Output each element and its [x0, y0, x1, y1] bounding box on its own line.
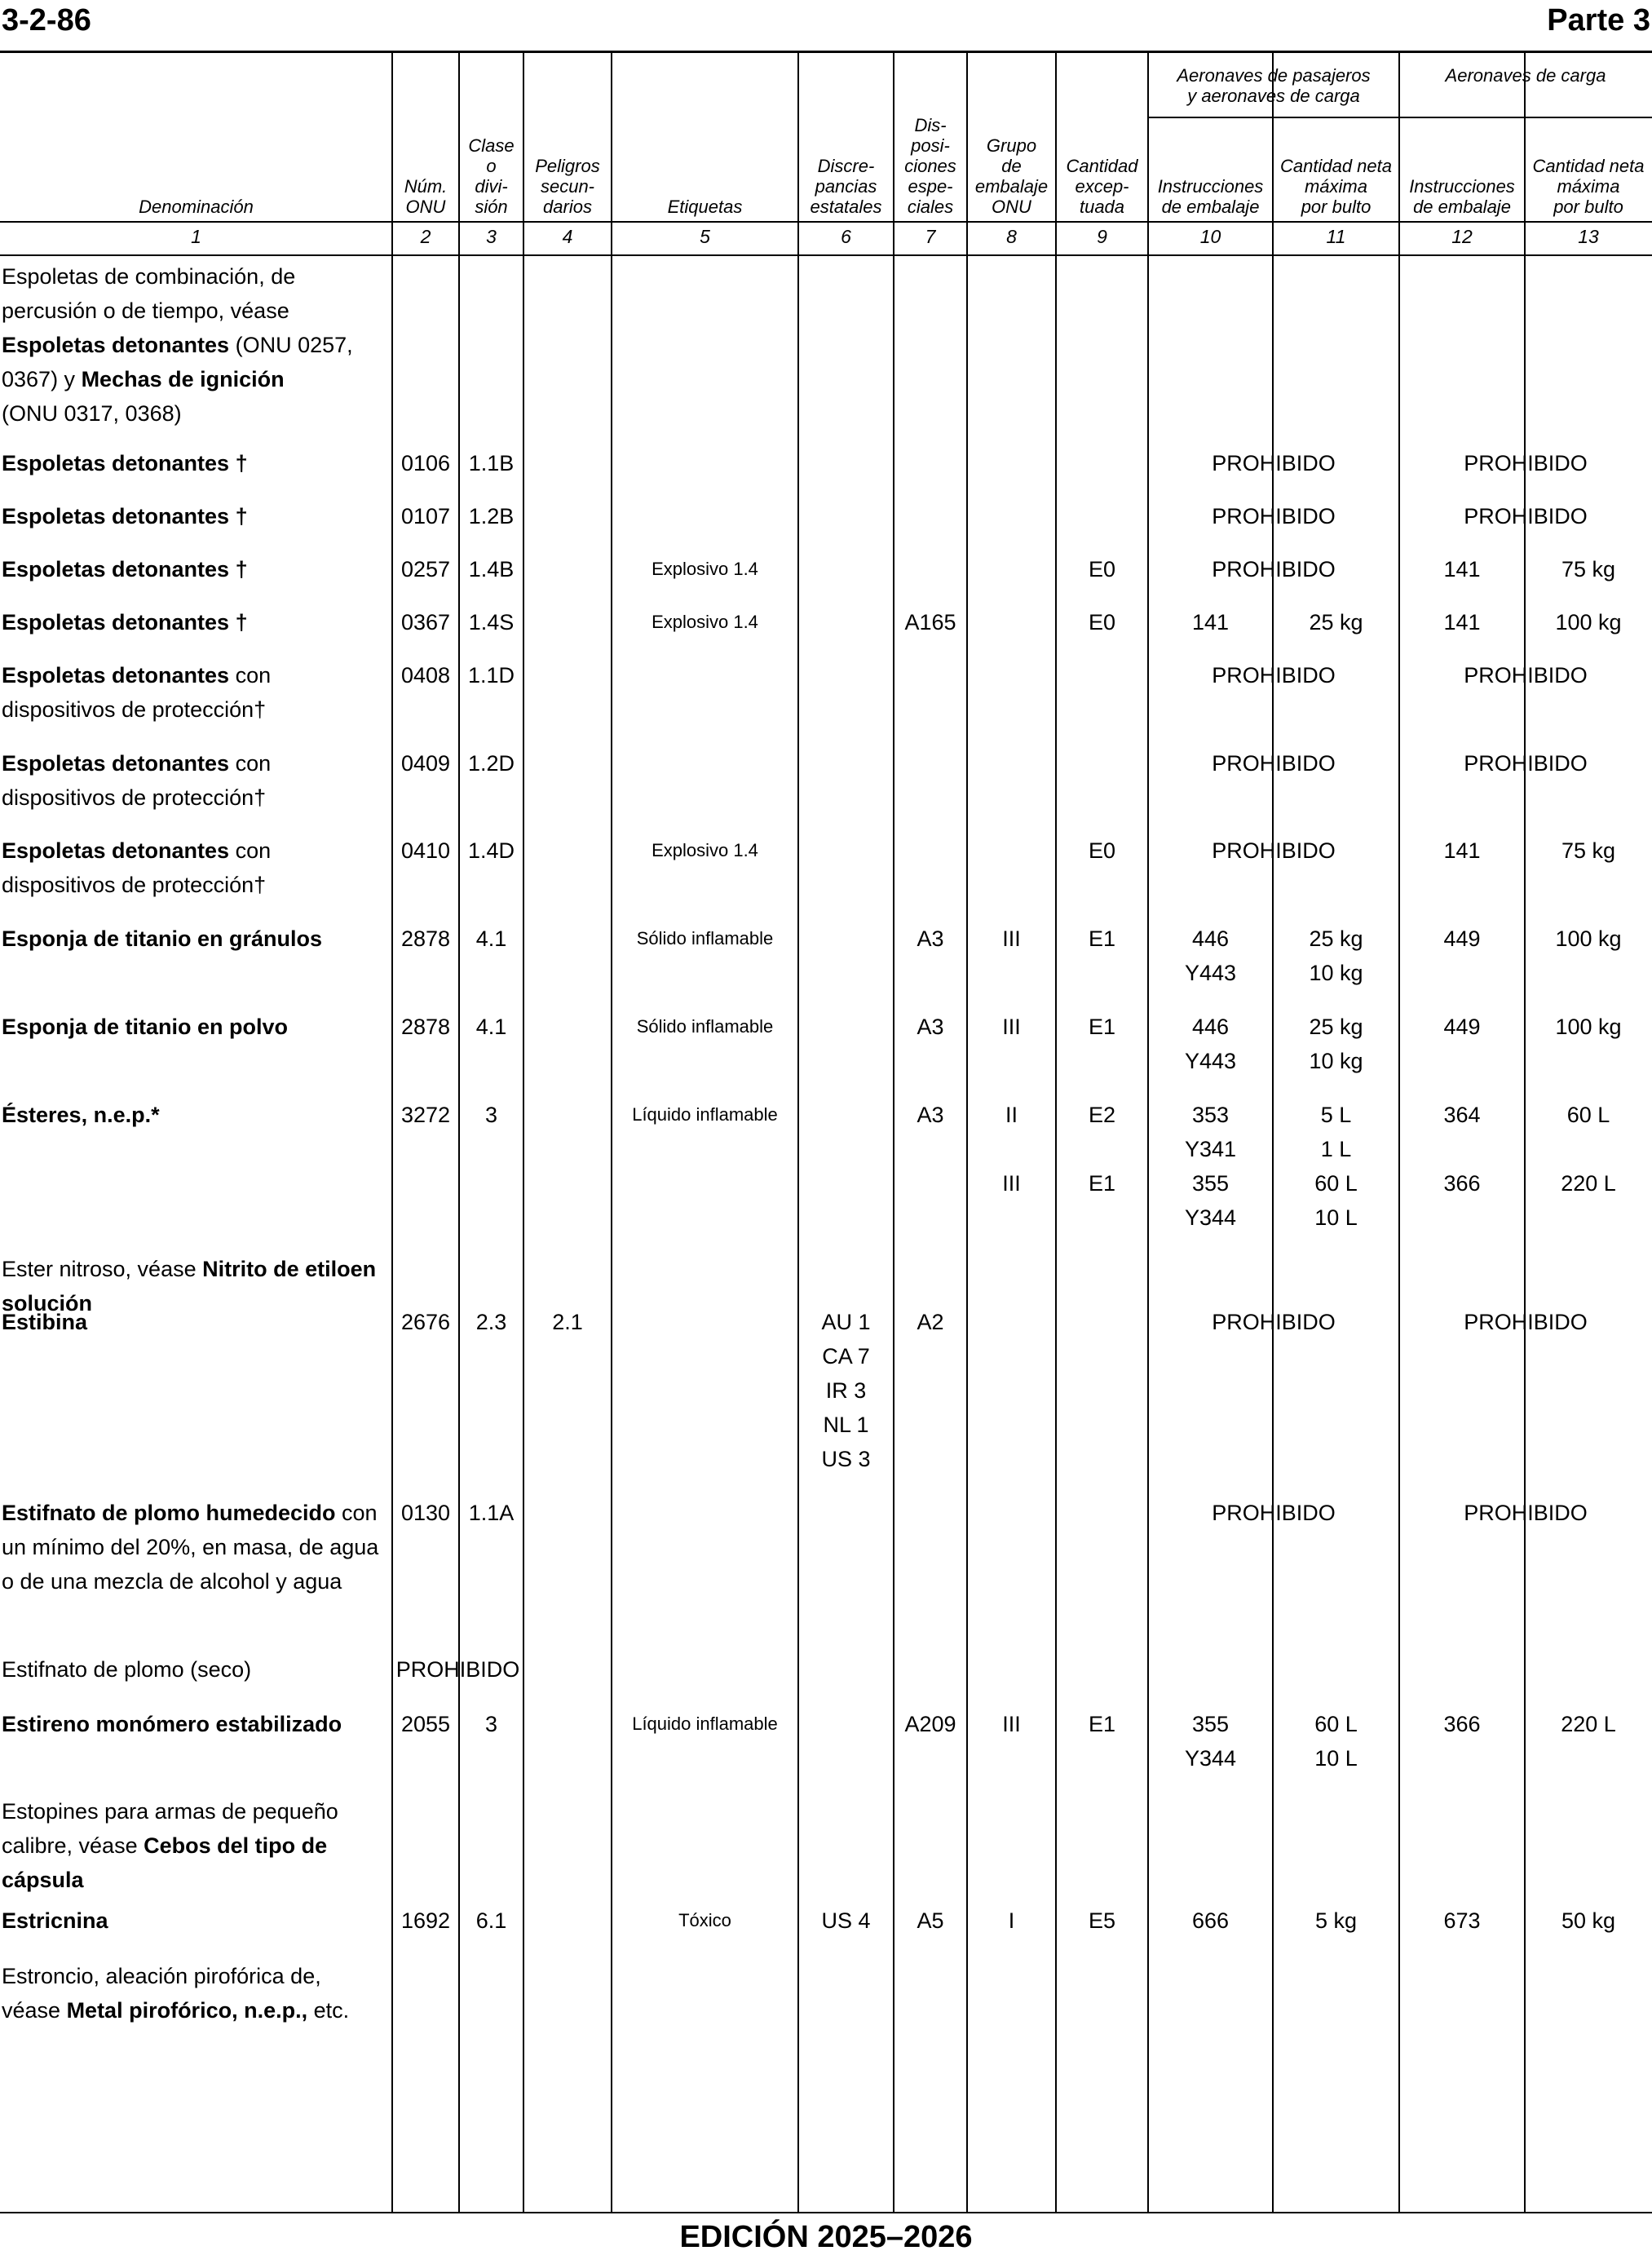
packing-group: III [1002, 1712, 1021, 1736]
passenger-packing-instruction: 446 [1191, 926, 1230, 951]
denomination-line: (ONU 0317, 0368) [2, 401, 182, 426]
cargo-packing-instruction: 364 [1443, 1103, 1481, 1127]
passenger-packing-instruction: Y443 [1184, 1049, 1237, 1073]
column-number-11: 11 [1326, 226, 1346, 247]
cargo-forbidden: PROHIBIDO [1464, 663, 1588, 688]
passenger-max-quantity: 5 L [1320, 1103, 1352, 1127]
column-divider [1055, 53, 1057, 2212]
column-number-8: 8 [1006, 226, 1017, 247]
passenger-forbidden: PROHIBIDO [1212, 1310, 1336, 1334]
passenger-packing-instruction: Y344 [1184, 1746, 1237, 1771]
denomination-line: Espoletas detonantes con [2, 751, 272, 776]
denomination-line: Ester nitroso, véase Nitrito de etiloen [2, 1257, 377, 1281]
special-provision: A2 [917, 1310, 944, 1334]
un-number: 0410 [400, 838, 451, 863]
denomination-line: Estifnato de plomo humedecido con [2, 1501, 378, 1525]
column-header-9: Cantidad excep- tuada [1066, 156, 1138, 217]
column-number-4: 4 [562, 226, 573, 247]
denomination-line: Espoletas detonantes † [2, 504, 248, 528]
un-number: 2055 [400, 1712, 451, 1736]
column-header-3: Clase o divi- sión [468, 135, 515, 217]
column-number-10: 10 [1199, 226, 1221, 247]
denomination-line: Estopines para armas de pequeño [2, 1799, 338, 1824]
excepted-quantity: E1 [1088, 1712, 1116, 1736]
subsidiary-hazard: 2.1 [552, 1310, 583, 1334]
class-division: 6.1 [475, 1908, 507, 1933]
un-number: 2878 [400, 926, 451, 951]
un-number: 0257 [400, 557, 451, 581]
passenger-forbidden: PROHIBIDO [1212, 557, 1336, 581]
excepted-quantity: E0 [1088, 838, 1116, 863]
passenger-forbidden: PROHIBIDO [1212, 451, 1336, 475]
passenger-forbidden: PROHIBIDO [1212, 1501, 1336, 1525]
hazard-label: Explosivo 1.4 [652, 840, 758, 860]
un-number: 0130 [400, 1501, 451, 1525]
hazard-label: Sólido inflamable [636, 1016, 774, 1037]
state-variation: US 4 [821, 1908, 871, 1933]
column-number-12: 12 [1451, 226, 1473, 247]
cargo-max-quantity: 75 kg [1561, 838, 1616, 863]
state-variation: NL 1 [823, 1413, 869, 1437]
special-provision: A3 [917, 926, 944, 951]
un-number: 0367 [400, 610, 451, 635]
column-number-5: 5 [700, 226, 710, 247]
hazard-label: Tóxico [678, 1910, 731, 1930]
hazard-label: Explosivo 1.4 [652, 559, 758, 579]
column-number-13: 13 [1578, 226, 1599, 247]
denomination-line: dispositivos de protección† [2, 785, 267, 810]
class-division: 3 [484, 1712, 498, 1736]
column-header-7: Dis- posi- ciones espe- ciales [904, 115, 956, 217]
state-variation: CA 7 [822, 1344, 870, 1369]
special-provision: A3 [917, 1103, 944, 1127]
denomination-line: un mínimo del 20%, en masa, de agua [2, 1535, 379, 1559]
column-number-6: 6 [841, 226, 851, 247]
class-division: 3 [484, 1103, 498, 1127]
excepted-quantity: E5 [1088, 1908, 1116, 1933]
packing-group: III [1002, 1171, 1021, 1196]
special-provision: A165 [904, 610, 956, 635]
excepted-quantity: E0 [1088, 557, 1116, 581]
cargo-forbidden: PROHIBIDO [1464, 504, 1588, 528]
top-rule [0, 51, 1652, 53]
cargo-packing-instruction: 141 [1443, 610, 1481, 635]
excepted-quantity: E1 [1088, 1015, 1116, 1039]
passenger-packing-instruction: 446 [1191, 1015, 1230, 1039]
class-division: 1.1A [468, 1501, 515, 1525]
cargo-forbidden: PROHIBIDO [1464, 1310, 1588, 1334]
group-rule [1148, 117, 1652, 118]
passenger-max-quantity: 5 kg [1314, 1908, 1358, 1933]
passenger-max-quantity: 10 kg [1309, 961, 1363, 985]
un-number: 3272 [400, 1103, 451, 1127]
class-division: 1.4S [468, 610, 515, 635]
un-number: 0106 [400, 451, 451, 475]
passenger-packing-instruction: 355 [1191, 1712, 1230, 1736]
column-header-6: Discre- pancias estatales [810, 156, 882, 217]
denomination-line: dispositivos de protección† [2, 697, 267, 722]
denomination-line: Espoletas detonantes † [2, 451, 248, 475]
cargo-packing-instruction: 366 [1443, 1712, 1481, 1736]
hazard-label: Explosivo 1.4 [652, 612, 758, 632]
passenger-max-quantity: 10 L [1314, 1746, 1358, 1771]
passenger-max-quantity: 10 kg [1309, 1049, 1363, 1073]
cargo-packing-instruction: 673 [1443, 1908, 1481, 1933]
column-header-8: Grupo de embalaje ONU [974, 135, 1049, 217]
passenger-max-quantity: 60 L [1314, 1171, 1358, 1196]
passenger-packing-instruction: 355 [1191, 1171, 1230, 1196]
denomination-line: Estifnato de plomo (seco) [2, 1657, 252, 1682]
passenger-packing-instruction: 666 [1191, 1908, 1230, 1933]
denomination-line: Estroncio, aleación pirofórica de, [2, 1964, 321, 1988]
group-title-passenger: Aeronaves de pasajeros y aeronaves de carga [1177, 65, 1371, 106]
special-provision: A3 [917, 1015, 944, 1039]
cargo-max-quantity: 100 kg [1555, 926, 1622, 951]
cargo-forbidden: PROHIBIDO [1464, 1501, 1588, 1525]
passenger-forbidden: PROHIBIDO [1212, 504, 1336, 528]
column-header-13: Cantidad neta máxima por bulto [1532, 156, 1645, 217]
denomination-line: Estireno monómero estabilizado [2, 1712, 342, 1736]
special-provision: A5 [917, 1908, 944, 1933]
column-number-1: 1 [191, 226, 201, 247]
denomination-line: Espoletas detonantes (ONU 0257, [2, 333, 353, 357]
passenger-max-quantity: 25 kg [1309, 1015, 1363, 1039]
page-number: 3-2-86 [2, 3, 91, 38]
class-division: 1.1B [468, 451, 515, 475]
cargo-max-quantity: 60 L [1566, 1103, 1610, 1127]
bottom-rule [0, 2212, 1652, 2213]
cargo-max-quantity: 100 kg [1555, 1015, 1622, 1039]
denomination-line: Espoletas detonantes con [2, 838, 272, 863]
passenger-forbidden: PROHIBIDO [1212, 663, 1336, 688]
state-variation: US 3 [821, 1447, 871, 1471]
passenger-max-quantity: 60 L [1314, 1712, 1358, 1736]
column-header-11: Cantidad neta máxima por bulto [1280, 156, 1392, 217]
passenger-max-quantity: 25 kg [1309, 610, 1363, 635]
class-division: 1.4D [467, 838, 515, 863]
passenger-forbidden: PROHIBIDO [1212, 751, 1336, 776]
passenger-packing-instruction: 353 [1191, 1103, 1230, 1127]
column-divider [611, 53, 612, 2212]
passenger-packing-instruction: Y344 [1184, 1205, 1237, 1230]
passenger-max-quantity: 1 L [1320, 1137, 1352, 1161]
packing-group: III [1002, 1015, 1021, 1039]
denomination-line: Estibina [2, 1310, 88, 1334]
column-divider [523, 53, 524, 2212]
column-header-4: Peligros secun- darios [535, 156, 600, 217]
hazard-label: Sólido inflamable [636, 928, 774, 948]
state-variation: AU 1 [821, 1310, 871, 1334]
cargo-max-quantity: 75 kg [1561, 557, 1616, 581]
un-number: 2676 [400, 1310, 451, 1334]
cargo-packing-instruction: 366 [1443, 1171, 1481, 1196]
column-header-12: Instrucciones de embalaje [1409, 176, 1515, 217]
un-number: 2878 [400, 1015, 451, 1039]
group-title-cargo: Aeronaves de carga [1445, 65, 1606, 86]
cargo-max-quantity: 100 kg [1555, 610, 1622, 635]
passenger-packing-instruction: Y443 [1184, 961, 1237, 985]
column-header-10: Instrucciones de embalaje [1157, 176, 1264, 217]
passenger-max-quantity: 10 L [1314, 1205, 1358, 1230]
column-divider [1524, 53, 1526, 2212]
cargo-forbidden: PROHIBIDO [1464, 451, 1588, 475]
column-header-5: Etiquetas [667, 197, 743, 217]
excepted-quantity: E2 [1088, 1103, 1116, 1127]
column-divider [797, 53, 799, 2212]
excepted-quantity: E0 [1088, 610, 1116, 635]
excepted-quantity: E1 [1088, 926, 1116, 951]
column-divider [391, 53, 393, 2212]
column-divider [458, 53, 460, 2212]
class-division: 1.4B [468, 557, 515, 581]
denomination-line: véase Metal pirofórico, n.e.p., etc. [2, 1998, 350, 2023]
denomination-line: dispositivos de protección† [2, 873, 267, 897]
denomination-line: percusión o de tiempo, véase [2, 298, 289, 323]
denomination-line: Espoletas detonantes con [2, 663, 272, 688]
cargo-packing-instruction: 141 [1443, 838, 1481, 863]
denomination-line: 0367) y Mechas de ignición [2, 367, 285, 391]
cargo-max-quantity: 220 L [1561, 1171, 1616, 1196]
un-number: 0107 [400, 504, 451, 528]
denomination-line: Espoletas de combinación, de [2, 264, 296, 289]
class-division: 4.1 [475, 1015, 507, 1039]
denomination-line: o de una mezcla de alcohol y agua [2, 1569, 342, 1594]
cargo-packing-instruction: 449 [1443, 1015, 1481, 1039]
denomination-line: Espoletas detonantes † [2, 610, 248, 635]
hazard-label: Líquido inflamable [632, 1713, 778, 1734]
cargo-max-quantity: 50 kg [1561, 1908, 1616, 1933]
denomination-line: calibre, véase Cebos del tipo de [2, 1833, 328, 1858]
cargo-forbidden: PROHIBIDO [1464, 751, 1588, 776]
cargo-packing-instruction: 449 [1443, 926, 1481, 951]
passenger-max-quantity: 25 kg [1309, 926, 1363, 951]
forbidden-all: PROHIBIDO [395, 1657, 520, 1682]
un-number: 1692 [400, 1908, 451, 1933]
special-provision: A209 [904, 1712, 956, 1736]
passenger-packing-instruction: 141 [1191, 610, 1230, 635]
class-division: 4.1 [475, 926, 507, 951]
column-number-rule [0, 254, 1652, 256]
class-division: 1.1D [467, 663, 515, 688]
packing-group: III [1002, 926, 1021, 951]
passenger-packing-instruction: Y341 [1184, 1137, 1237, 1161]
edition-footer: EDICIÓN 2025–2026 [679, 2220, 973, 2254]
packing-group: II [1005, 1103, 1018, 1127]
column-header-1: Denominación [139, 197, 254, 217]
cargo-max-quantity: 220 L [1561, 1712, 1616, 1736]
denomination-line: Esponja de titanio en polvo [2, 1015, 289, 1039]
denomination-line: Espoletas detonantes † [2, 557, 248, 581]
column-number-3: 3 [486, 226, 497, 247]
state-variation: IR 3 [825, 1378, 867, 1403]
passenger-forbidden: PROHIBIDO [1212, 838, 1336, 863]
hazard-label: Líquido inflamable [632, 1104, 778, 1125]
column-header-2: Núm. ONU [404, 176, 448, 217]
class-division: 2.3 [475, 1310, 507, 1334]
column-number-2: 2 [420, 226, 431, 247]
denomination-line: cápsula [2, 1868, 84, 1892]
un-number: 0408 [400, 663, 451, 688]
part-label: Parte 3 [1547, 3, 1650, 38]
denomination-line: solución [2, 1291, 93, 1316]
column-number-7: 7 [925, 226, 936, 247]
un-number: 0409 [400, 751, 451, 776]
packing-group: I [1008, 1908, 1015, 1933]
denomination-line: Ésteres, n.e.p.* [2, 1103, 160, 1127]
denomination-line: Esponja de titanio en gránulos [2, 926, 323, 951]
class-division: 1.2D [467, 751, 515, 776]
class-division: 1.2B [468, 504, 515, 528]
column-divider [893, 53, 894, 2212]
denomination-line: Estricnina [2, 1908, 108, 1933]
cargo-packing-instruction: 141 [1443, 557, 1481, 581]
header-rule [0, 221, 1652, 223]
excepted-quantity: E1 [1088, 1171, 1116, 1196]
column-divider [966, 53, 968, 2212]
column-number-9: 9 [1097, 226, 1107, 247]
